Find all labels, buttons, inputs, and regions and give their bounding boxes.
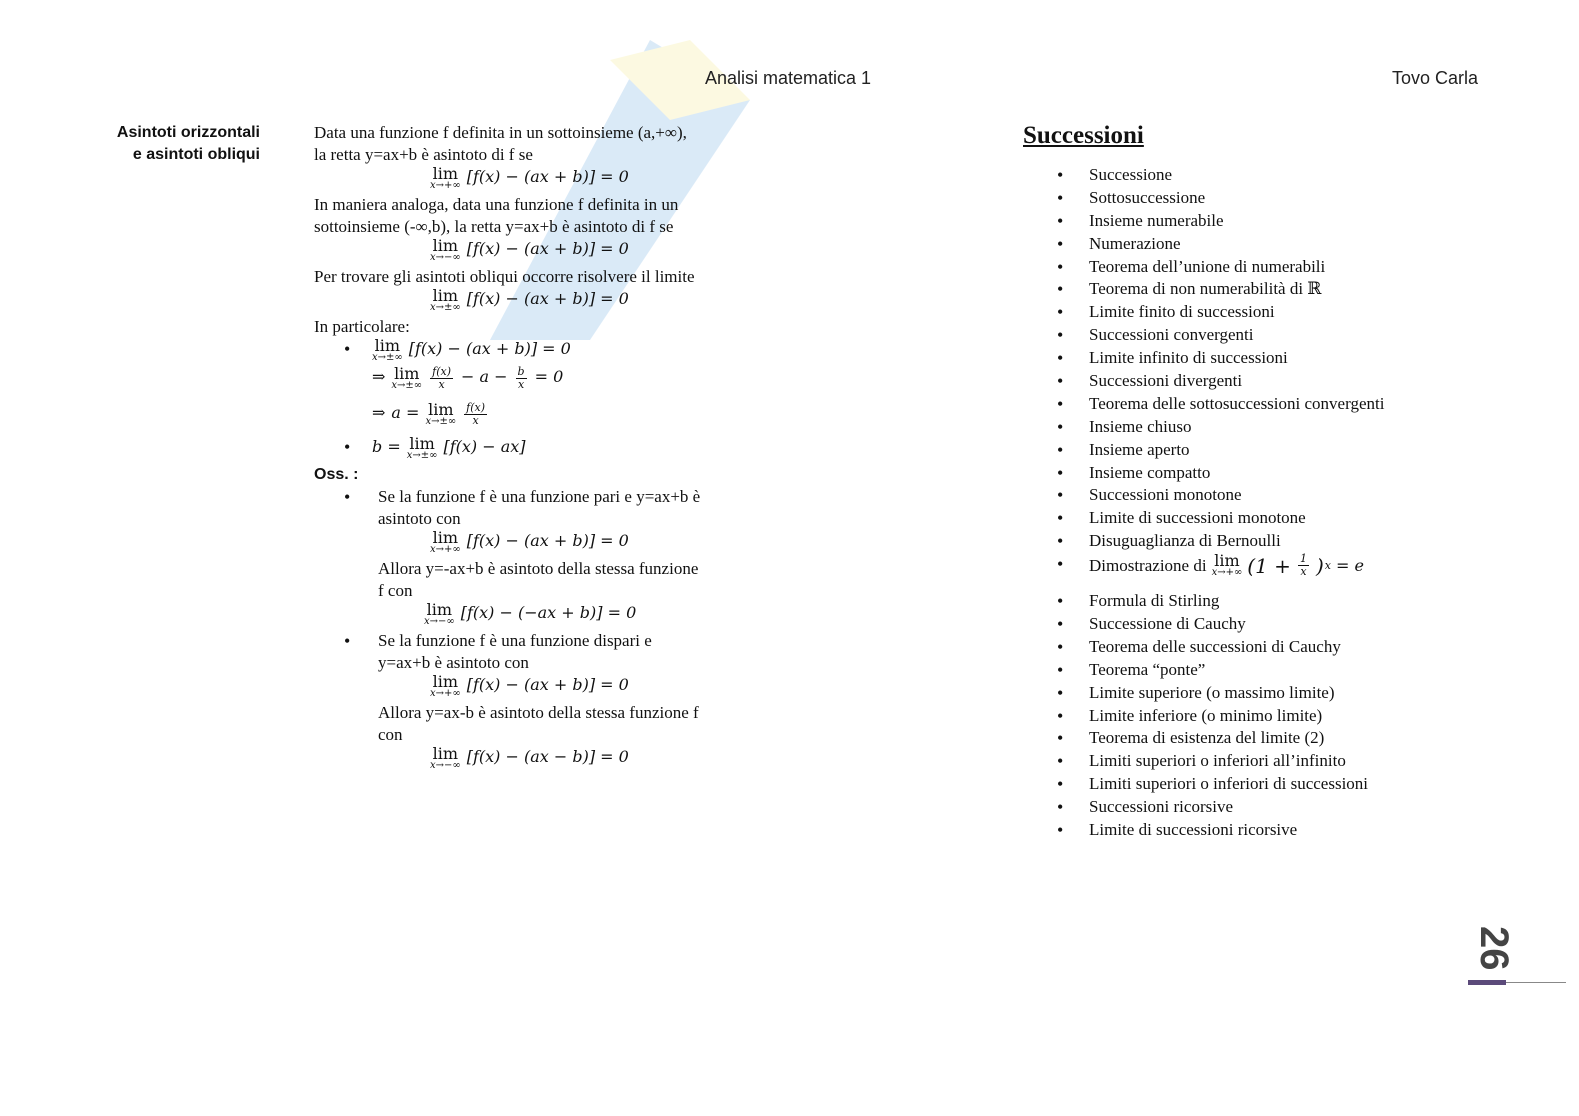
list-item: • Insieme numerabile (1057, 210, 1384, 233)
list-item: • Successione (1057, 164, 1384, 187)
side-heading-line2: e asintoti obliqui (132, 146, 260, 163)
list-item: • Se la funzione f è una funzione dispari e y=ax+b è asintoto con lim x→+∞ [f(x) − (ax + b)] = 0 Allora y=ax-b è asintoto della stessa funzione f con lim x→−∞ [f(x) − (ax − b)] = 0 (314, 630, 774, 774)
list-item: • Teorema delle sottosuccessioni convergenti (1057, 393, 1384, 416)
list-item: • Insieme aperto (1057, 439, 1384, 462)
list-item: • Limite infinito di successioni (1057, 347, 1384, 370)
list-item: • Successioni convergenti (1057, 324, 1384, 347)
list-item: • Teorema delle successioni di Cauchy (1057, 636, 1384, 659)
list-item: • b = lim x→±∞ [f(x) − ax] (314, 436, 774, 464)
list-item: • Numerazione (1057, 233, 1384, 256)
list-item: • Successione di Cauchy (1057, 613, 1384, 636)
oss-label: Oss. : (314, 466, 359, 483)
section-title: Successioni (1023, 122, 1144, 149)
topic-list (1057, 164, 1384, 842)
paragraph-3: Per trovare gli asintoti obliqui occorre risolvere il limite (314, 267, 695, 286)
list-item: • lim x→±∞ [f(x) − (ax + b)] = 0 ⇒ lim x→±∞ $\frac{f(x)}{x}$ − a − $\frac{b}{x}$ = 0 ⇒ a = lim x→±∞ $\frac{f(x)}{x}$ (314, 338, 774, 436)
list-item: • Se la funzione f è una funzione pari e y=ax+b è asintoto con lim x→+∞ [f(x) − (ax + b)] = 0 Allora y=-ax+b è asintoto della stessa funzione f con lim x→−∞ [f(x) − (−ax + b)] = 0 (314, 486, 774, 630)
list-item: • Limite di successioni ricorsive (1057, 819, 1384, 842)
list-item: • Teorema di non numerabilità di ℝ (1057, 278, 1384, 301)
list-item: • Successioni divergenti (1057, 370, 1384, 393)
list-item: • Formula di Stirling (1057, 590, 1384, 613)
equation-1: lim x→+∞ [f(x) − (ax + b)] = 0 (430, 164, 629, 191)
list-item: • Successioni monotone (1057, 484, 1384, 507)
side-heading-line1: Asintoti orizzontali (116, 124, 260, 141)
list-item: • Limite inferiore (o minimo limite) (1057, 705, 1384, 728)
paragraph-2b: sottoinsieme (-∞,b), la retta y=ax+b è asintoto di f se (314, 217, 674, 236)
page-number-rule (1506, 982, 1566, 983)
oss-list (314, 486, 774, 774)
equation-2: lim x→−∞ [f(x) − (ax + b)] = 0 (430, 236, 629, 263)
left-column (314, 122, 774, 774)
paragraph-2: In maniera analoga, data una funzione f definita in un (314, 195, 679, 214)
paragraph-4: In particolare: (314, 317, 410, 336)
particolare-list (314, 338, 774, 464)
list-item: • Limiti superiori o inferiori di successioni (1057, 773, 1384, 796)
list-item: • Insieme compatto (1057, 462, 1384, 485)
list-item: • Insieme chiuso (1057, 416, 1384, 439)
page-number-bar (1468, 980, 1506, 985)
list-item-dimostrazione: • Dimostrazione di lim x→+∞ (1 + $\frac{1}{x}$ ) x = e (1057, 553, 1384, 590)
list-item: • Limite finito di successioni (1057, 301, 1384, 324)
list-item: • Teorema di esistenza del limite (2) (1057, 727, 1384, 750)
list-item: • Teorema dell’unione di numerabili (1057, 256, 1384, 279)
header-title: Analisi matematica 1 (705, 68, 872, 88)
list-item: • Sottosuccessione (1057, 187, 1384, 210)
list-item: • Limite superiore (o massimo limite) (1057, 682, 1384, 705)
header-author: Tovo Carla (1392, 68, 1479, 88)
list-item: • Limite di successioni monotone (1057, 507, 1384, 530)
list-item: • Successioni ricorsive (1057, 796, 1384, 819)
list-item: • Limiti superiori o inferiori all’infinito (1057, 750, 1384, 773)
equation-3: lim x→±∞ [f(x) − (ax + b)] = 0 (430, 286, 629, 313)
list-item: • Teorema “ponte” (1057, 659, 1384, 682)
side-heading (60, 122, 260, 166)
page-number: 26 (1472, 926, 1516, 971)
paragraph-1b: la retta y=ax+b è asintoto di f se (314, 145, 533, 164)
list-item: • Disuguaglianza di Bernoulli (1057, 530, 1384, 553)
paragraph-1: Data una funzione f definita in un sottoinsieme (a,+∞), (314, 123, 687, 142)
